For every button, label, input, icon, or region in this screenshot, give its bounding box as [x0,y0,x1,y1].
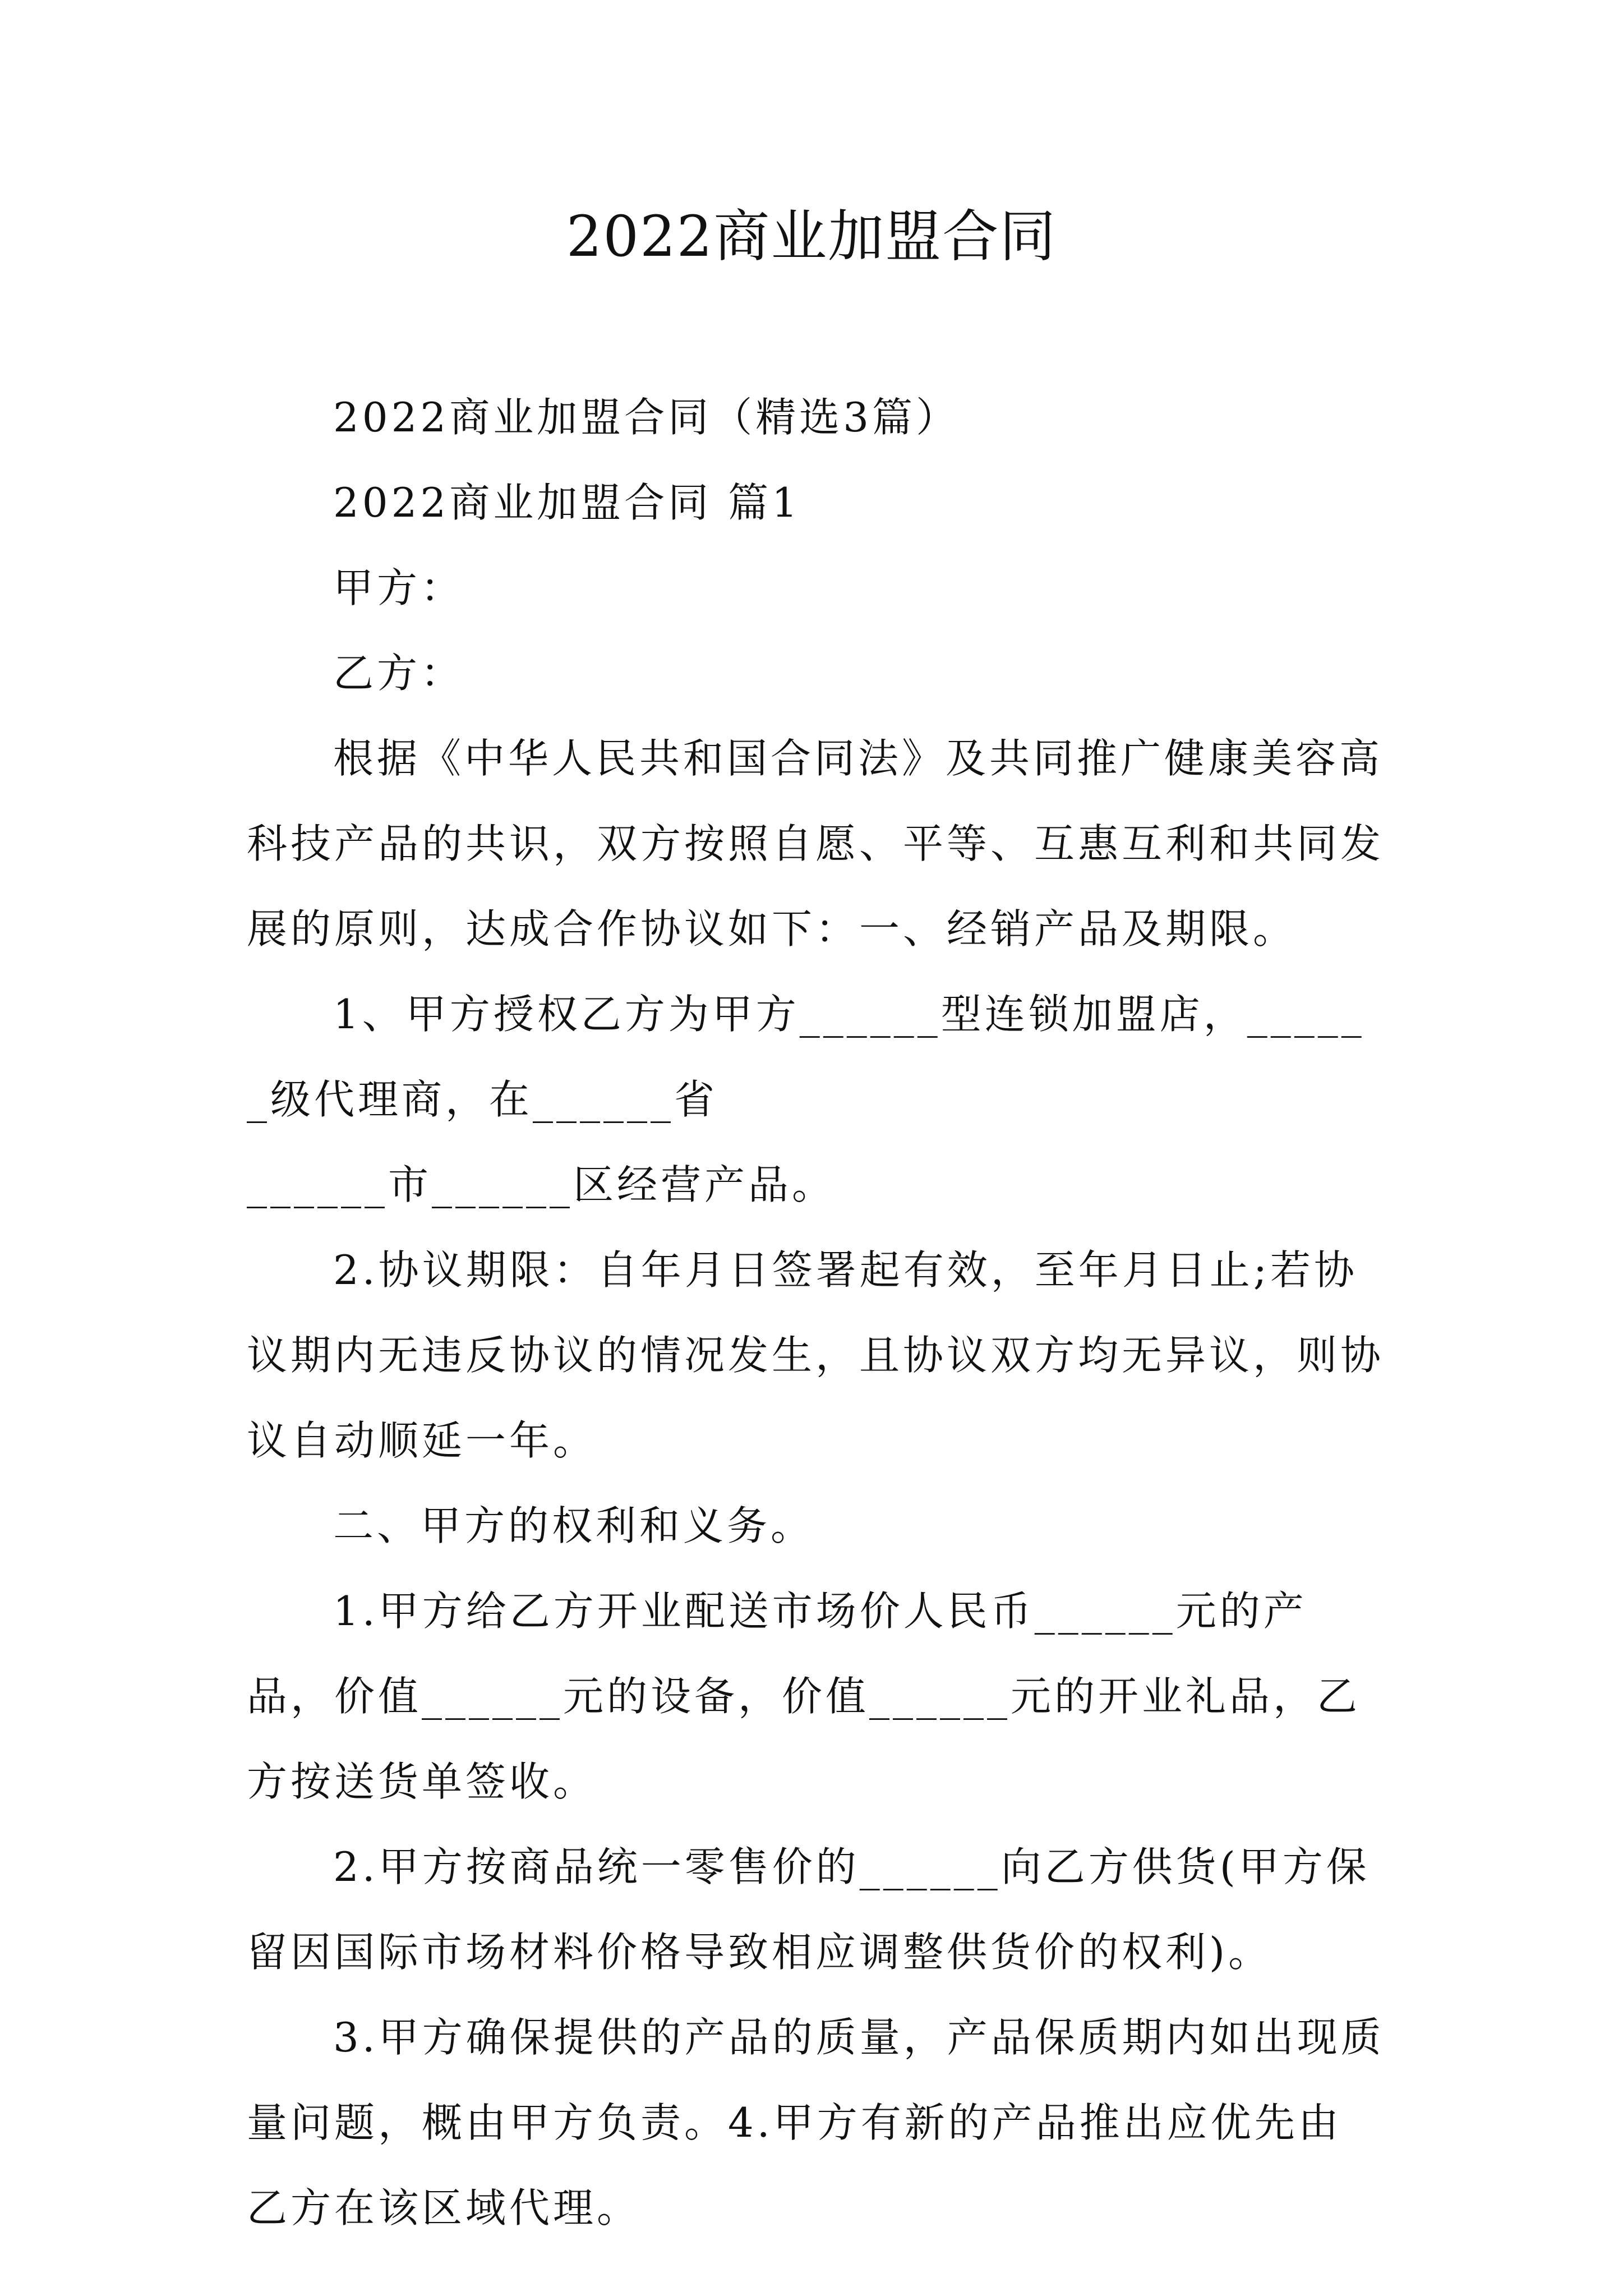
paragraph-clause-2-1: 1.甲方给乙方开业配送市场价人民币______元的产品，价值______元的设备，价值______元的开业礼品，乙方按送货单签收。 [247,1588,1361,1805]
paragraph-preamble: 根据《中华人民共和国合同法》及共同推广健康美容高科技产品的共识，双方按照自愿、平等、互惠互利和共同发展的原则，达成合作协议如下：一、经销产品及期限。 [247,735,1385,953]
paragraph-subtitle: 2022商业加盟合同（精选3篇） [333,394,960,441]
paragraph-clause-1-2: 2.协议期限：自年月日签署起有效，至年月日止;若协议期内无违反协议的情况发生，且协议双方均无异议，则协议自动顺延一年。 [247,1246,1385,1464]
paragraph-clause-2-3: 3.甲方确保提供的产品的质量，产品保质期内如出现质量问题，概由甲方负责。4.甲方有新的产品推出应优先由乙方在该区域代理。 [247,2014,1385,2231]
paragraph-party-a: 甲方： [333,564,465,611]
document-title: 2022商业加盟合同 [566,204,1057,269]
paragraph-clause-2-2: 2.甲方按商品统一零售价的______向乙方供货(甲方保留因国际市场材料价格导致相应调整供货价的权利)。 [247,1843,1370,1976]
paragraph-clause-1-1: 1、甲方授权乙方为甲方______型连锁加盟店，______级代理商，在______省 [247,991,1365,1123]
paragraph-clause-1-1-continued: ______市______区经营产品。 [247,1161,836,1208]
document-body [247,375,1385,2251]
paragraph-party-b: 乙方： [333,650,465,697]
paragraph-section-2-heading: 二、甲方的权利和义务。 [333,1502,815,1549]
paragraph-section-heading: 2022商业加盟合同 篇1 [333,479,801,526]
